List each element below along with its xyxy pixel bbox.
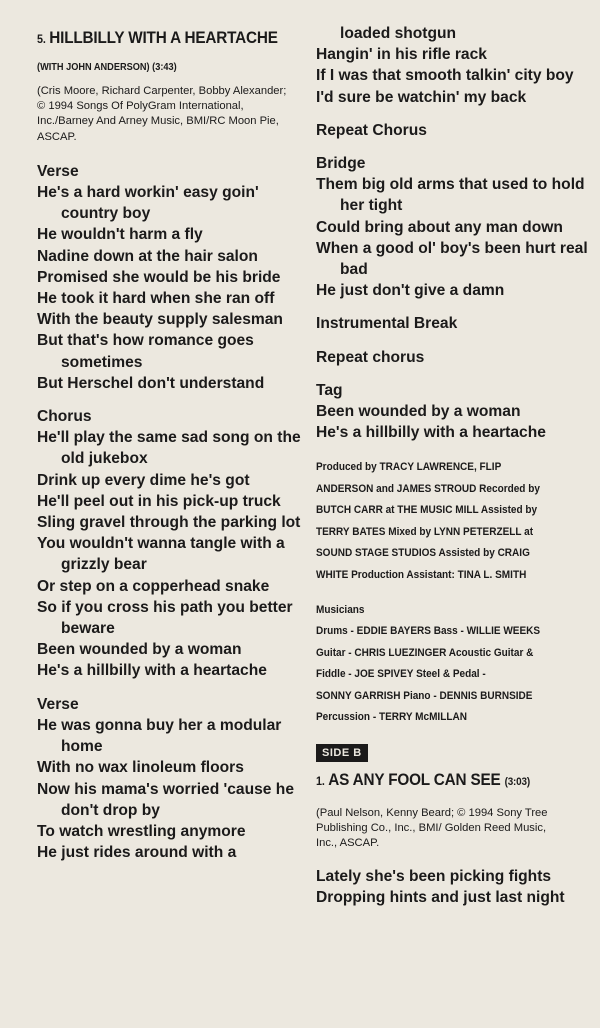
lyric-line: With the beauty supply salesman xyxy=(37,311,283,329)
section-label: Repeat Chorus xyxy=(316,121,427,139)
songwriter-credits: (Cris Moore, Richard Carpenter, Bobby Alexander; © 1994 Songs Of PolyGram International, Inc./Barney And Arney Music, BMI/RC Moon Pie, ASCAP. xyxy=(37,85,287,143)
lyric-line: Dropping hints and just last night xyxy=(316,888,565,906)
side-b-track-title-line xyxy=(316,768,561,794)
right-column xyxy=(316,0,588,908)
lyric-line: He'll play the same sad song on the old jukebox xyxy=(37,429,301,468)
section-label: Verse xyxy=(37,162,79,180)
side-b-track-number: 1. xyxy=(316,773,325,788)
production-credit-line: BUTCH CARR at THE MUSIC MILL Assisted by xyxy=(316,504,538,517)
lyric-line: He's a hillbilly with a heartache xyxy=(37,662,267,680)
section-label: Bridge xyxy=(316,155,366,173)
lyric-line: Sling gravel through the parking lot xyxy=(37,514,301,532)
track-subtitle: (WITH JOHN ANDERSON) (3:43) xyxy=(37,62,177,73)
lyric-line: I'd sure be watchin' my back xyxy=(316,88,527,106)
production-credit-line: TERRY BATES Mixed by LYNN PETERZELL at xyxy=(316,525,534,538)
lyric-line: Could bring about any man down xyxy=(316,218,563,236)
lyric-line: He took it hard when she ran off xyxy=(37,290,275,308)
lyric-line: He's a hard workin' easy goin' country boy xyxy=(37,184,259,223)
section-label: Chorus xyxy=(37,408,92,426)
lyric-line: Drink up every dime he's got xyxy=(37,471,250,489)
musician-credit-line: Guitar - CHRIS LUEZINGER Acoustic Guitar & xyxy=(316,646,534,659)
lyric-line: So if you cross his path you better beware xyxy=(37,598,293,638)
production-credits xyxy=(316,457,589,586)
side-b-badge: SIDE B xyxy=(316,744,368,762)
lyric-line: When a good ol' boy's been hurt real bad xyxy=(316,239,588,279)
lyric-line: He'll peel out in his pick-up truck xyxy=(37,492,281,510)
musician-credit-line: Fiddle - JOE SPIVEY Steel & Pedal - xyxy=(316,668,486,681)
lyric-line: Nadine down at the hair salon xyxy=(37,247,258,265)
stanza-gap xyxy=(37,682,305,694)
lyric-line: He's a hillbilly with a heartache xyxy=(316,424,546,442)
section-label: Repeat chorus xyxy=(316,348,425,366)
stanza-gap xyxy=(316,368,588,380)
side-b-lyrics xyxy=(316,866,588,908)
section-label: Instrumental Break xyxy=(316,315,458,333)
lyric-line: If I was that smooth talkin' city boy xyxy=(316,67,574,85)
lyric-line: Been wounded by a woman xyxy=(37,641,242,659)
lyrics-block-right xyxy=(316,23,588,443)
side-b-songwriter-credits: (Paul Nelson, Kenny Beard; © 1994 Sony Tree Publishing Co., Inc., BMI/ Golden Reed Music, Inc., ASCAP. xyxy=(316,806,548,850)
track-title: HILLBILLY WITH A HEARTACHE xyxy=(49,28,278,47)
musician-credit-line: SONNY GARRISH Piano - DENNIS BURNSIDE xyxy=(316,689,533,702)
lyric-line: Lately she's been picking fights xyxy=(316,867,552,885)
production-credit-line: Produced by TRACY LAWRENCE, FLIP xyxy=(316,461,502,474)
lyric-line: loaded shotgun xyxy=(340,25,457,42)
lyric-line: He was gonna buy her a modular home xyxy=(37,716,282,756)
side-b-badge-row xyxy=(316,743,588,762)
left-column xyxy=(37,0,305,863)
stanza-gap xyxy=(316,141,588,153)
production-credit-line: SOUND STAGE STUDIOS Assisted by CRAIG xyxy=(316,547,530,560)
lyric-line: Now his mama's worried 'cause he don't drop by xyxy=(37,780,295,819)
lyric-line: Hangin' in his rifle rack xyxy=(316,46,487,64)
production-credit-line: ANDERSON and JAMES STROUD Recorded by xyxy=(316,482,540,495)
lyric-line: You wouldn't wanna tangle with a grizzly bear xyxy=(37,535,285,574)
lyric-line: Promised she would be his bride xyxy=(37,268,281,286)
section-label: Verse xyxy=(37,695,79,713)
stanza-gap xyxy=(316,108,588,120)
lyrics-block-left xyxy=(37,161,305,864)
side-b-track-title: AS ANY FOOL CAN SEE xyxy=(328,769,501,789)
musicians-label: Musicians xyxy=(316,604,365,617)
lyric-line: But Herschel don't understand xyxy=(37,374,265,392)
lyric-line: Been wounded by a woman xyxy=(316,403,521,421)
lyric-line: To watch wrestling anymore xyxy=(37,822,246,840)
section-label: Tag xyxy=(316,381,343,399)
track-number: 5. xyxy=(37,32,46,46)
musician-credit-line: Percussion - TERRY McMILLAN xyxy=(316,711,467,724)
stanza-gap xyxy=(37,394,305,406)
side-b-track-duration: (3:03) xyxy=(504,775,530,788)
musicians-list xyxy=(316,621,589,729)
production-credit-line: WHITE Production Assistant: TINA L. SMITH xyxy=(316,568,527,581)
lyric-line: He just rides around with a xyxy=(37,844,237,862)
lyric-line: With no wax linoleum floors xyxy=(37,759,244,777)
lyric-line: Them big old arms that used to hold her tight xyxy=(316,176,585,215)
lyric-line: Or step on a copperhead snake xyxy=(37,577,270,595)
stanza-gap xyxy=(316,301,588,313)
stanza-gap xyxy=(316,335,588,347)
lyric-line: He just don't give a damn xyxy=(316,282,505,300)
lyric-line: He wouldn't harm a fly xyxy=(37,226,203,244)
lyric-line: But that's how romance goes sometimes xyxy=(37,332,254,371)
track-5-title-line xyxy=(37,26,278,51)
musician-credit-line: Drums - EDDIE BAYERS Bass - WILLIE WEEKS xyxy=(316,625,541,638)
